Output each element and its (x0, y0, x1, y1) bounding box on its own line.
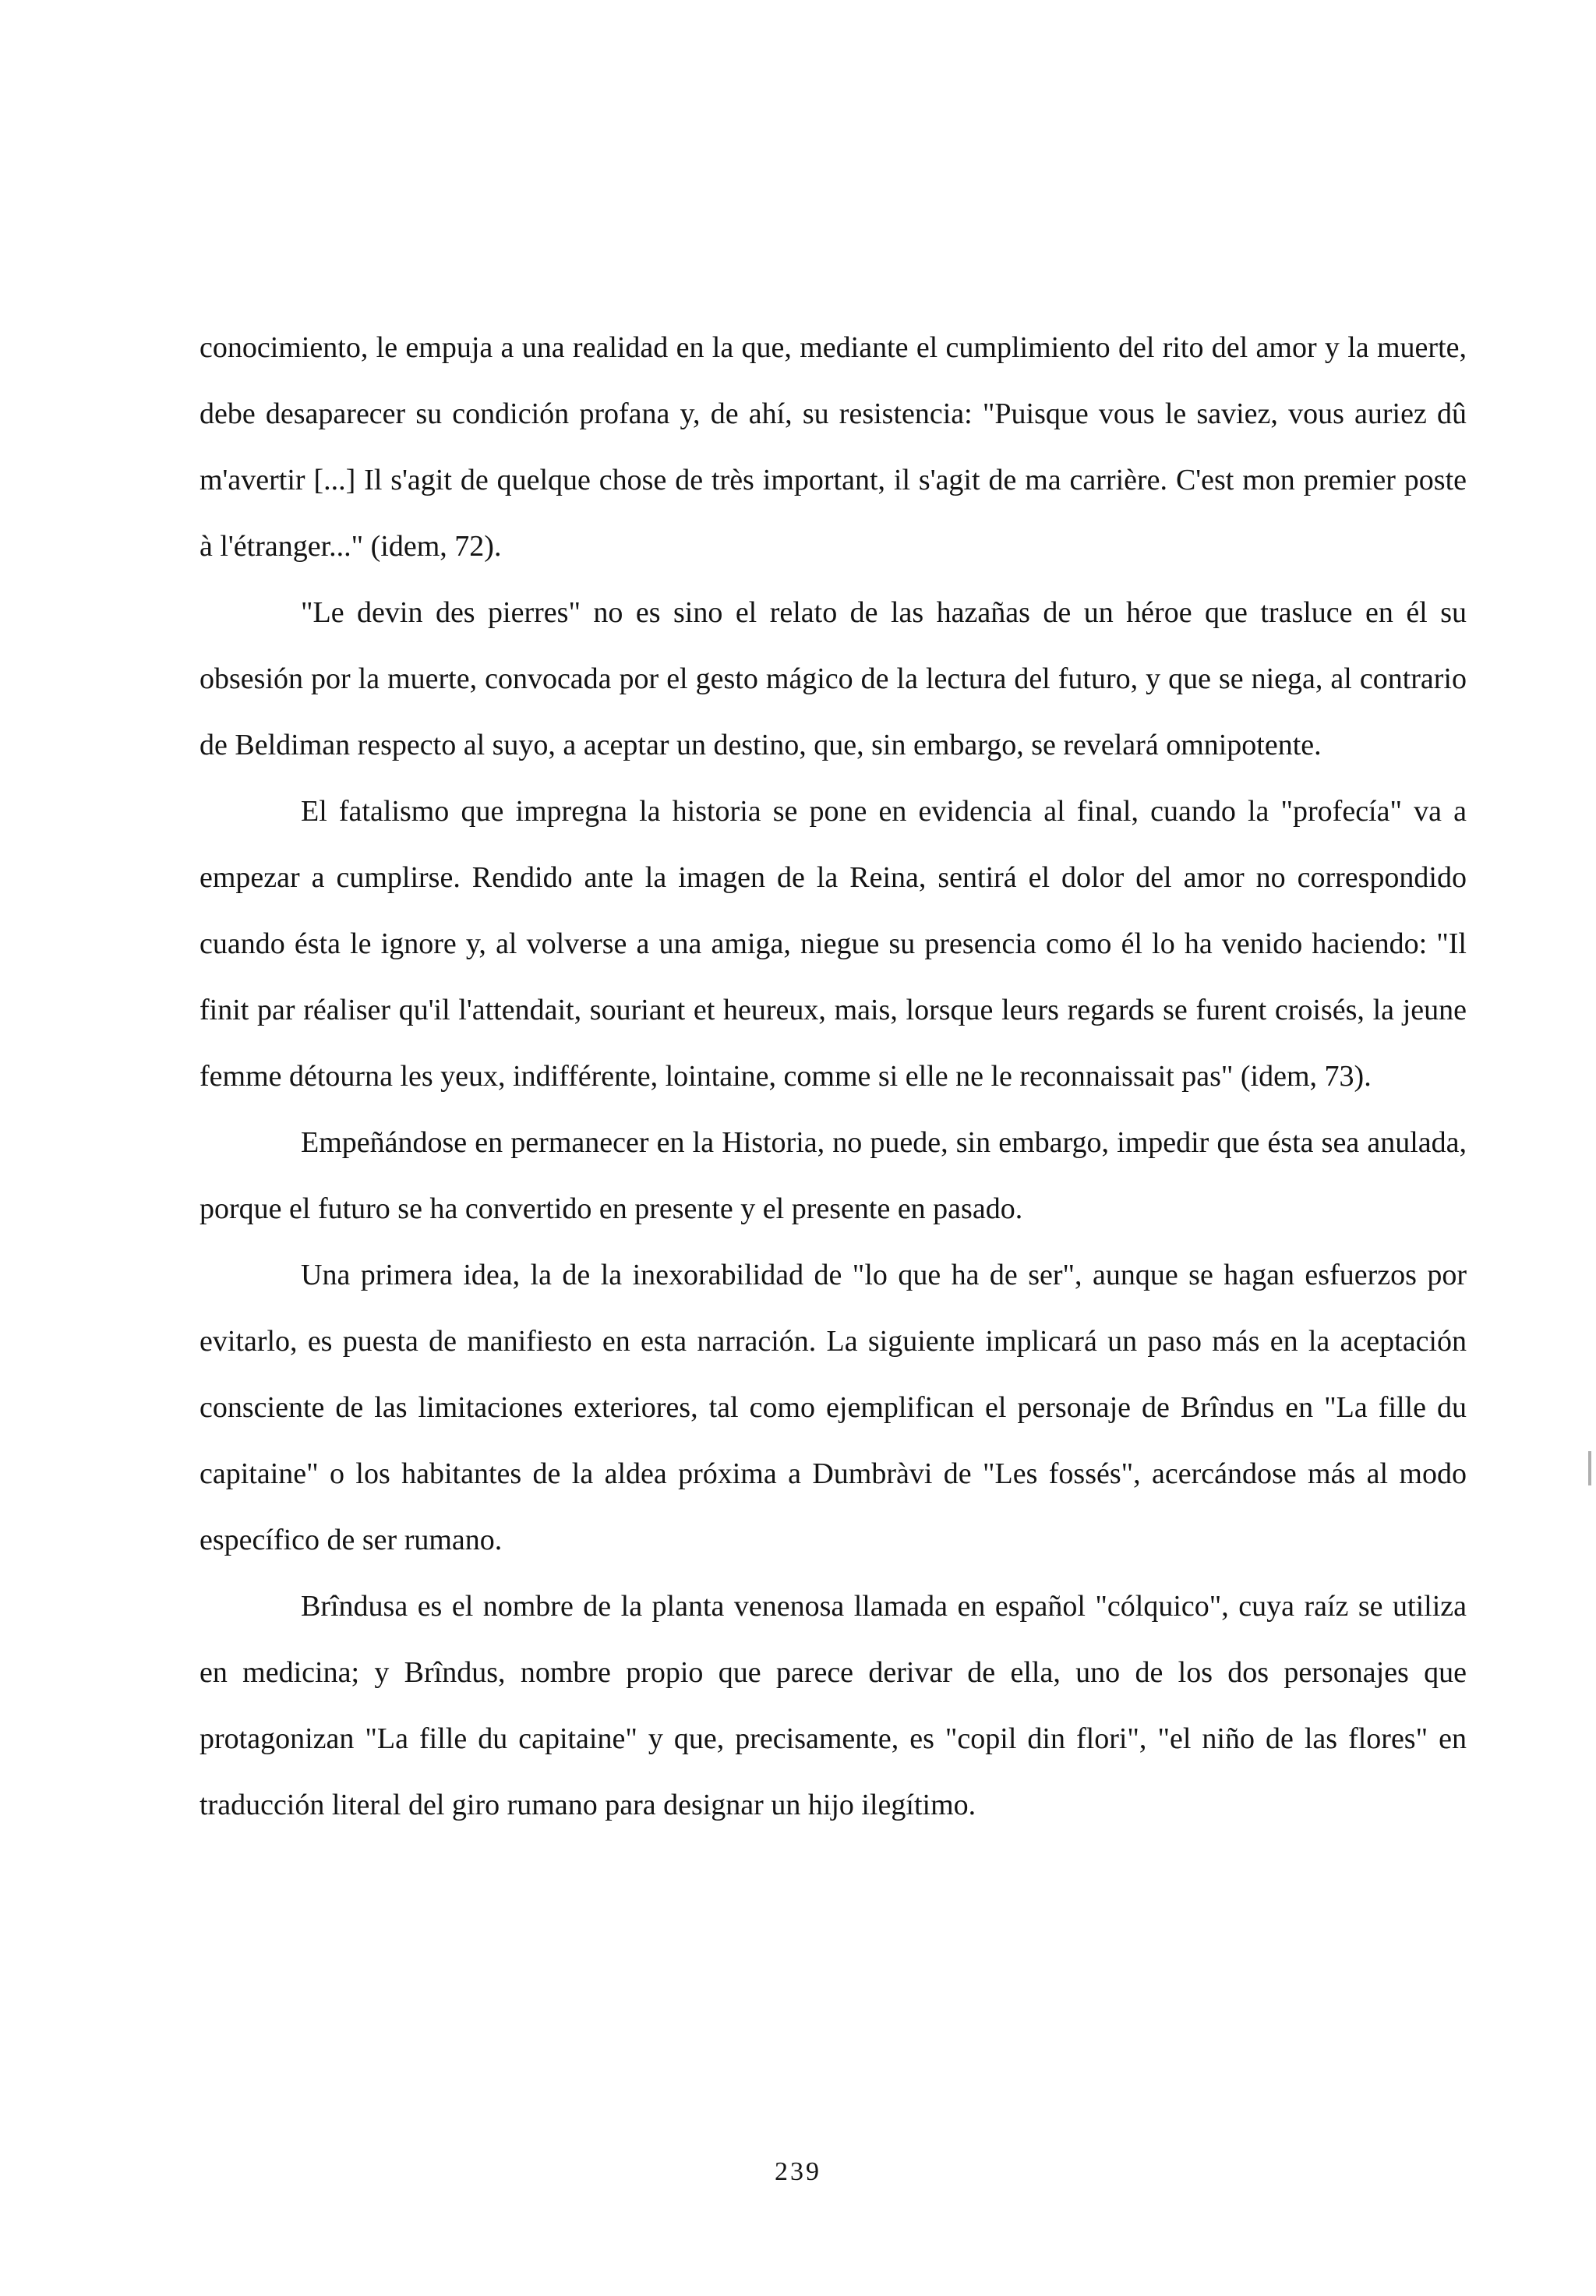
page-number: 239 (775, 2157, 821, 2186)
paragraph-3: El fatalismo que impregna la historia se pone en evidencia al final, cuando la "profecía" va a empezar a cumplirse. Rendido ante la imagen de la Reina, sentirá el dolor del amor no correspondido cuando ésta le ignore y, al volverse a una amiga, niegue su presencia como él lo ha venido haciendo: "Il finit par réaliser qu'il l'attendait, souriant et heureux, mais, lorsque leurs regards se furent croisés, la jeune femme détourna les yeux, indifférente, lointaine, comme si elle ne le reconnaissait pas" (idem, 73). (200, 795, 1467, 1093)
paragraph-2: "Le devin des pierres" no es sino el relato de las hazañas de un héroe que trasluce en él su obsesión por la muerte, convocada por el gesto mágico de la lectura del futuro, y que se niega, al contrario de Beldiman respecto al suyo, a aceptar un destino, que, sin embargo, se revelará omnipotente. (200, 596, 1467, 761)
paragraph-1: conocimiento, le empuja a una realidad en la que, mediante el cumplimiento del rito del amor y la muerte, debe desaparecer su condición profana y, de ahí, su resistencia: "Puisque vous le saviez, vous auriez dû m'avertir [...] Il s'agit de quelque chose de très important, il s'agit de ma carrière. C'est mon premier poste à l'étranger..." (idem, 72). (200, 331, 1467, 563)
paragraph-5: Una primera idea, la de la inexorabilidad de "lo que ha de ser", aunque se hagan esfuerzos por evitarlo, es puesta de manifiesto en esta narración. La siguiente implicará un paso más en la aceptación consciente de las limitaciones exteriores, tal como ejemplifican el personaje de Brîndus en "La fille du capitaine" o los habitantes de la aldea próxima a Dumbràvi de "Les fossés", acercándose más al modo específico de ser rumano. (200, 1259, 1467, 1556)
margin-scan-mark (1588, 1451, 1591, 1485)
paragraph-6: Brîndusa es el nombre de la planta venenosa llamada en español "cólquico", cuya raíz se utiliza en medicina; y Brîndus, nombre propio que parece derivar de ella, uno de los dos personajes que protagonizan "La fille du capitaine" y que, precisamente, es "copil din flori", "el niño de las flores" en traducción literal del giro rumano para designar un hijo ilegítimo. (200, 1590, 1467, 1821)
paragraph-4: Empeñándose en permanecer en la Historia, no puede, sin embargo, impedir que ésta sea anulada, porque el futuro se ha convertido en presente y el presente en pasado. (200, 1126, 1467, 1225)
body-text (200, 315, 1467, 1839)
